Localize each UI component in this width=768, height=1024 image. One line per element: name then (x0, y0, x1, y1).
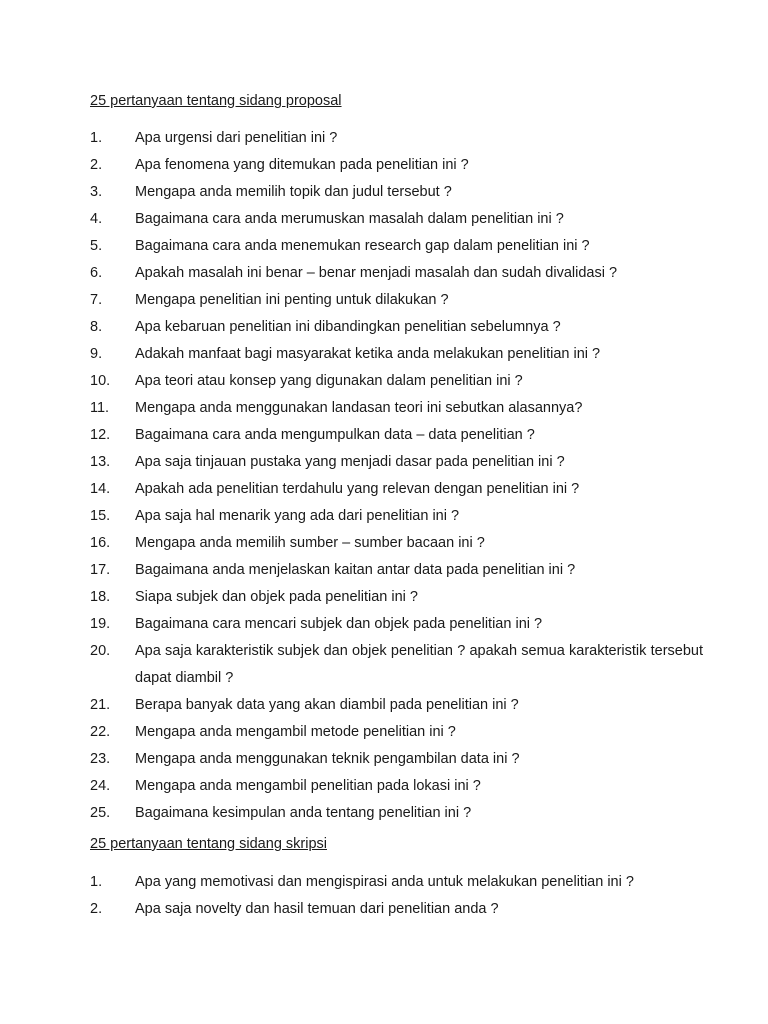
list-item-number: 10. (90, 373, 111, 389)
list-item-number: 22. (90, 724, 111, 740)
list-item-number: 3. (90, 184, 103, 200)
list-item-text: Mengapa anda menggunakan landasan teori ini sebutkan alasannya? (135, 400, 583, 416)
list-item-text: Siapa subjek dan objek pada penelitian ini ? (135, 589, 418, 605)
list-item-number: 18. (90, 589, 111, 605)
list-item-text: Apa urgensi dari penelitian ini ? (135, 130, 338, 146)
list-item (90, 503, 703, 530)
list-item (90, 746, 703, 773)
list-item (90, 692, 703, 719)
list-item (90, 557, 703, 584)
list-item-number: 13. (90, 454, 111, 470)
list-item-text: Bagaimana cara mencari subjek dan objek pada penelitian ini ? (135, 616, 543, 632)
list-item-number: 21. (90, 697, 111, 713)
list-item-number: 16. (90, 535, 111, 551)
list-item (90, 719, 703, 746)
list-item-text: Bagaimana cara anda menemukan research gap dalam penelitian ini ? (135, 238, 590, 254)
list-item-number: 2. (90, 901, 103, 917)
list-item-text: Apa fenomena yang ditemukan pada penelitian ini ? (135, 157, 469, 173)
section-title-skripsi: 25 pertanyaan tentang sidang skripsi (90, 836, 327, 852)
list-item-text: Bagaimana cara anda merumuskan masalah dalam penelitian ini ? (135, 211, 564, 227)
list-item-number: 15. (90, 508, 111, 524)
list-item (90, 584, 703, 611)
list-item-number: 17. (90, 562, 111, 578)
list-item (90, 179, 703, 206)
list-item-number: 8. (90, 319, 103, 335)
list-item (90, 896, 703, 923)
question-list-skripsi (90, 869, 703, 923)
list-item (90, 530, 703, 557)
list-item-text: Apa saja novelty dan hasil temuan dari penelitian anda ? (135, 901, 499, 917)
list-item-text: Apakah masalah ini benar – benar menjadi masalah dan sudah divalidasi ? (135, 265, 618, 281)
list-item-text: Mengapa anda menggunakan teknik pengambilan data ini ? (135, 751, 520, 767)
list-item (90, 368, 703, 395)
list-item-text: Apa saja tinjauan pustaka yang menjadi dasar pada penelitian ini ? (135, 454, 565, 470)
list-item-text: Bagaimana cara anda mengumpulkan data – data penelitian ? (135, 427, 535, 443)
list-item-number: 19. (90, 616, 111, 632)
list-item (90, 611, 703, 638)
list-item-number: 20. (90, 643, 111, 659)
list-item (90, 260, 703, 287)
list-item-number: 12. (90, 427, 111, 443)
list-item-number: 9. (90, 346, 103, 362)
list-item-text: Mengapa anda memilih topik dan judul tersebut ? (135, 184, 452, 200)
list-item-text: Mengapa penelitian ini penting untuk dilakukan ? (135, 292, 449, 308)
list-item (90, 476, 703, 503)
list-item (90, 395, 703, 422)
list-item-text: Apa yang memotivasi dan mengispirasi anda untuk melakukan penelitian ini ? (135, 874, 634, 890)
list-item (90, 638, 703, 692)
list-item-text: Apakah ada penelitian terdahulu yang relevan dengan penelitian ini ? (135, 481, 580, 497)
list-item-number: 1. (90, 130, 103, 146)
list-item (90, 800, 703, 827)
list-item-text: Apa saja hal menarik yang ada dari penelitian ini ? (135, 508, 460, 524)
list-item-number: 23. (90, 751, 111, 767)
list-item-number: 14. (90, 481, 111, 497)
list-item (90, 449, 703, 476)
list-item-text: Bagaimana kesimpulan anda tentang penelitian ini ? (135, 805, 472, 821)
list-item-number: 5. (90, 238, 103, 254)
list-item-text: Adakah manfaat bagi masyarakat ketika anda melakukan penelitian ini ? (135, 346, 601, 362)
list-item-number: 6. (90, 265, 103, 281)
list-item-number: 4. (90, 211, 103, 227)
list-item (90, 287, 703, 314)
list-item-text: Bagaimana anda menjelaskan kaitan antar data pada penelitian ini ? (135, 562, 576, 578)
list-item-text: Berapa banyak data yang akan diambil pada penelitian ini ? (135, 697, 519, 713)
list-item (90, 422, 703, 449)
list-item-number: 11. (90, 400, 110, 416)
list-item (90, 869, 703, 896)
list-item-text: Apa teori atau konsep yang digunakan dalam penelitian ini ? (135, 373, 523, 389)
list-item-number: 25. (90, 805, 111, 821)
question-list-proposal (90, 125, 703, 827)
list-item-number: 1. (90, 874, 103, 890)
list-item (90, 314, 703, 341)
list-item (90, 152, 703, 179)
list-item (90, 773, 703, 800)
list-item-text: Mengapa anda mengambil metode penelitian ini ? (135, 724, 456, 740)
list-item-number: 7. (90, 292, 103, 308)
list-item (90, 125, 703, 152)
list-item-text: Mengapa anda mengambil penelitian pada lokasi ini ? (135, 778, 481, 794)
section-title-proposal: 25 pertanyaan tentang sidang proposal (90, 93, 342, 109)
list-item (90, 341, 703, 368)
list-item-text: Apa saja karakteristik subjek dan objek penelitian ? apakah semua karakteristik tersebut dapat diambil ? (135, 643, 703, 686)
list-item-number: 2. (90, 157, 103, 173)
list-item (90, 233, 703, 260)
list-item-text: Mengapa anda memilih sumber – sumber bacaan ini ? (135, 535, 485, 551)
list-item (90, 206, 703, 233)
list-item-text: Apa kebaruan penelitian ini dibandingkan penelitian sebelumnya ? (135, 319, 561, 335)
list-item-number: 24. (90, 778, 111, 794)
